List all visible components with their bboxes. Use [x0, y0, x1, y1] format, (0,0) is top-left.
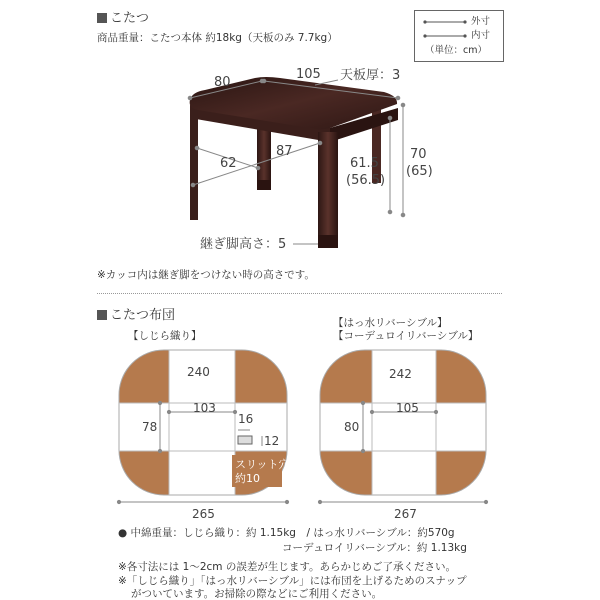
futon-note-1: ※各寸法には 1～2cm の誤差が生じます。あらかじめご了承ください。	[118, 561, 456, 573]
right-futon-label-1: 【はっ水リバーシブル】	[333, 317, 448, 329]
left-futon-slit-h: 12	[264, 434, 280, 448]
dim-height: 70	[410, 147, 427, 162]
legend-unit: （単位：cm）	[425, 45, 487, 56]
right-futon-top: 242	[389, 367, 412, 381]
dim-inner-depth: 62	[220, 156, 237, 171]
slit-label-2: 約10	[235, 472, 260, 485]
dim-width: 105	[296, 67, 321, 82]
right-futon-middle-h: 80	[344, 420, 360, 434]
slit-hole	[238, 436, 252, 444]
dim-leg-extension: 継ぎ脚高さ：5	[200, 237, 287, 252]
left-futon-middle-h: 78	[142, 420, 158, 434]
legend-outer: 外寸	[471, 16, 491, 27]
futon-note-3: がついています。お掃除の際などにご利用ください。	[131, 588, 383, 600]
dim-height-alt: (65)	[406, 164, 433, 179]
dim-inner-width: 87	[276, 144, 293, 159]
dim-depth: 80	[214, 75, 231, 90]
left-futon-slit-w: 16	[238, 412, 254, 426]
kotatsu-weight: 商品重量：こたつ本体 約18kg（天板のみ 7.7kg）	[97, 32, 338, 44]
left-futon-bottom: 265	[192, 507, 215, 521]
dim-inner-height: 61.5	[350, 156, 379, 171]
dim-inner-height-alt: (56.5)	[346, 173, 386, 188]
dim-top-thickness: 天板厚：3	[340, 68, 401, 83]
futon-title: こたつ布団	[97, 309, 175, 322]
left-futon-top: 240	[187, 365, 210, 379]
kotatsu-note: ※カッコ内は継ぎ脚をつけない時の高さです。	[97, 269, 315, 281]
kotatsu-title: こたつ	[97, 12, 149, 25]
right-futon-bottom: 267	[394, 507, 417, 521]
right-futon-label-2: 【コーデュロイリバーシブル】	[333, 330, 479, 342]
left-futon-middle-w: 103	[193, 401, 216, 415]
fill-weight-line-1: ● 中綿重量：しじら織り：約 1.15kg / はっ水リバーシブル：約570g	[118, 527, 455, 539]
futon-note-2: ※「しじら織り」「はっ水リバーシブル」には布団を上げるためのスナップ	[118, 575, 467, 587]
fill-weight-line-2: コーデュロイリバーシブル：約 1.13kg	[282, 542, 467, 554]
left-futon-label: 【しじら織り】	[128, 330, 202, 342]
slit-label-1: スリット穴	[235, 458, 290, 471]
legend-inner: 内寸	[471, 30, 491, 41]
right-futon-middle-w: 105	[396, 401, 419, 415]
